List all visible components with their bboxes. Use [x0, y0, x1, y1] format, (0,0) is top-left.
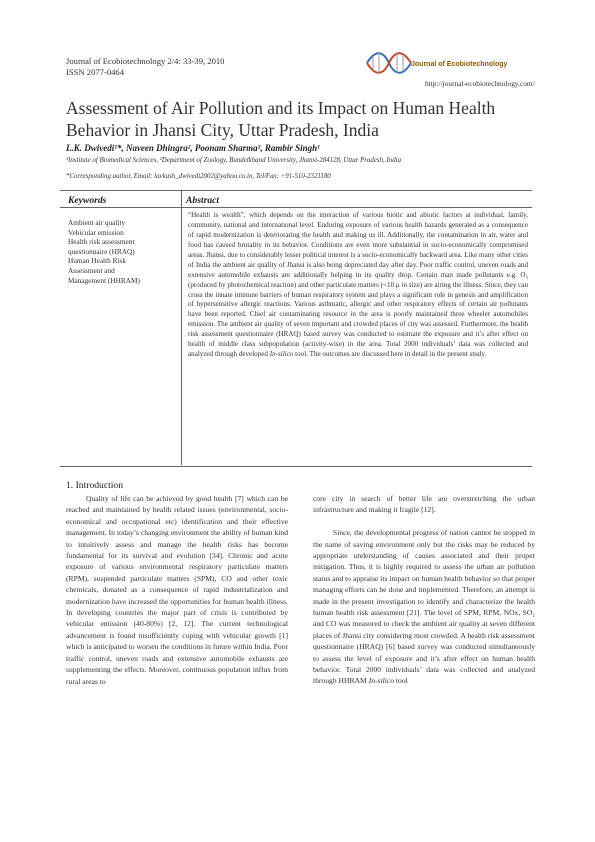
keywords-heading: Keywords: [68, 195, 107, 206]
keyword-item: Assessment and: [68, 265, 115, 275]
abstract-insilico: In-silico: [269, 350, 294, 359]
keywords-list: [68, 218, 176, 285]
logo-name: Journal of Ecobiotechnology: [411, 61, 508, 68]
intro-paragraph: [313, 527, 535, 687]
journal-reference: Journal of Ecobiotechnology 2/4: 33-39, 2010: [66, 56, 225, 66]
intro-right-column: [313, 493, 535, 687]
abstract-tail: tool. The outcomes are discussed here in detail in the present study.: [293, 350, 487, 359]
article-title: Assessment of Air Pollution and its Impact on Human Health Behavior in Jhansi City, Uttar Pradesh, India: [66, 98, 496, 140]
header-divider: [60, 207, 532, 208]
author-list: L.K. Dwivedi¹*, Naveen Dhingra², Poonam Sharma², Rambir Singh¹: [66, 143, 320, 153]
keyword-item: Management (HHRAM): [68, 275, 140, 285]
affiliations: ¹Institute of Biomedical Sciences, ²Department of Zoology, Bundelkhand University, Jhansi-284128, Uttar Pradesh, India: [66, 157, 402, 164]
issn: ISSN 2077-0464: [66, 67, 125, 77]
abstract-body: “Health is wealth”, which depends on the interaction of various biotic and abiotic factors at individual, family, community, national and international level. Enduring exposure of various health hazards generated as a consequence of rapid modernization is deteriorating the health and making us ill. Additionally, the contamination in air, water and food has caused brutality in its behavior. Conditions are even more substantial in socio-economically compromised areas. Jhansi, due to considerably lesser political interest is a socio-economically backward area. Like many other cities of India the ambient air quality of Jhansi is also being depreciated day after day. Poor traffic control, uneven roads and extensive automobile exhausts are additionally helping in its quality drop. Certain man made pollutants e.g. O₃ (produced by photochemical reaction) and other particulate matters (<10 μ in size) are airing the illness. Since, they can cross the innate immune barriers of human respiratory system and plays a significant role in genesis and amplification of hypersensitive allergic reactions. Various asthmatic, allergic and other respiratory effects of certain air pollutants have been reported. Chief air contaminating resource in the area is poorly maintained three wheeler automobiles emission. The ambient air quality of seven important and crowded places of city was assessed. Furthermore, the health risk assessment questionnaire (HRAQ) based survey was conducted to estimate the exposure and it’s after effect on health of middle class subpopulation (activity-wise) in the area. Total 2000 individuals’ data was collected and analyzed through developed: [188, 211, 528, 359]
intro-insilico: In-silico: [368, 676, 395, 686]
keyword-item: Health risk assessment: [68, 237, 135, 247]
intro-left-column: [66, 493, 288, 687]
top-divider: [60, 190, 532, 191]
intro-paragraph: Quality of life can be achieved by good health [7] which can be reached and maintained by health related issues (environmental, socio-economical and occupational etc) identification and their effective management. In today’s changing environment the ability of human kind to intuitively assess and manage the health risks has become fundamental for its survival and evolution [34]. Chronic and acute exposure of various environmental respiratory particulate matters (RPM), suspended particulate matters (SPM), CO and other toxic chemicals, donated as a consequence of rapid industrialization and modernization have increased the opportunities for human health illness. In developing countries the major part of crisis is contributed by vehicular emission (40-80%) [2, 12]. The current technological advancement is found insufficiently coping with vehicular growth [1] which is anticipated to worsen the conditions in future within India. Poor traffic control, uneven roads and extensive automobile exhausts are supplementing the effects. Moreover, continuous population influx from rural areas to: [66, 494, 288, 686]
abstract-heading: Abstract: [186, 195, 220, 206]
intro-paragraph-tail: tool: [394, 676, 408, 686]
bottom-divider: [60, 466, 532, 467]
column-divider: [181, 191, 182, 465]
corresponding-author: *Corresponding author, Email: lavkush_dwivedi2002@yahoo.co.in, Tel/Fax: +91-510-2321180: [66, 173, 331, 180]
intro-paragraph-body: Since, the developmental progress of nation cannot be stopped in the name of saving environment only but the risks may be reduced by appropriate understanding of causes associated and their proper mitigation. Thus, it is highly required to assess the urban air pollution status and to appraise its impact on human health behavior so that proper managing efforts can be done and implemented. Therefore, an attempt is made in the present investigation to identify and characterize the health human health risk assessment [21]. The level of SPM, RPM, NOx, SO₂ and CO was measured to check the ambient air quality at seven different places of Jhansi city considering most crowded. A health risk assessment questionnaire (HRAQ) [6] based survey was conducted simultaneously to assess the level of exposure and it’s after effect on human health behavior. Total 2000 individuals’ data was collected and analyzed through HHRAM: [313, 528, 535, 686]
introduction-heading: 1. Introduction: [66, 480, 124, 491]
journal-url[interactable]: http://journal-ecobiotechnology.com/: [425, 79, 535, 88]
keyword-item: Vehicular emission: [68, 227, 124, 237]
keyword-item: questionnaire (HRAQ): [68, 246, 135, 256]
journal-logo: [365, 50, 535, 92]
abstract-text: [188, 211, 528, 360]
dna-helix-icon: [365, 50, 413, 76]
keyword-item: Human Health Risk: [68, 256, 126, 266]
keyword-item: Ambient air quality: [68, 218, 126, 227]
intro-paragraph-continued: core city in search of better life are overstretching the urban infrastructure and making it fragile [12].: [313, 494, 535, 515]
